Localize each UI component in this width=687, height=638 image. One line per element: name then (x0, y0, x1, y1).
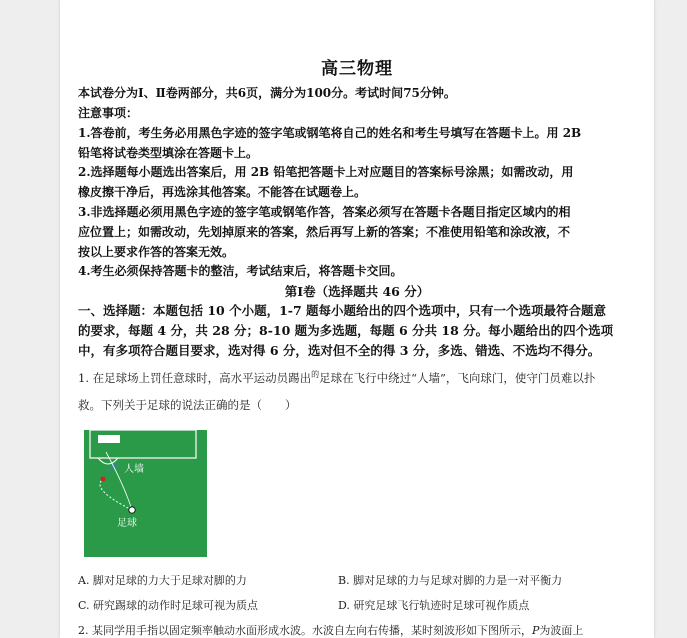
question-1-text: 1. 在足球场上罚任意球时，高水平运动员踢出 (78, 371, 312, 385)
field-background (84, 430, 207, 557)
question-1-line: 救。下列关于足球的说法正确的是（ ） (78, 398, 297, 412)
notice-line: 1.答卷前，考生务必用黑色字迹的签字笔或钢笔将自己的姓名和考生号填写在答题卡上。用 2B (78, 126, 582, 140)
option-b: B. 脚对足球的力与足球对脚的力是一对平衡力 (338, 574, 563, 587)
section-heading: 第Ⅰ卷（选择题共 46 分） (284, 284, 430, 299)
human-wall-label: 人墙 (124, 464, 144, 475)
intro-line (78, 84, 456, 101)
question-2-text: 为波面上 (539, 624, 584, 637)
option-a: A. 脚对足球的力大于足球对脚的力 (78, 574, 247, 587)
intro-part: 本试卷分为Ⅰ、Ⅱ卷两部分，共 (78, 86, 238, 100)
notice-line: 2.选择题每小题选出答案后，用 2B 铅笔把答题卡上对应题目的答案标号涂黑；如需改动，用 (78, 165, 574, 179)
exam-title: 高三物理 (321, 59, 393, 79)
question-1-sup: 的 (311, 370, 320, 379)
intro-time: 75 (403, 86, 420, 100)
intro-score: 100 (306, 86, 332, 100)
intro-pages: 6 (237, 86, 247, 100)
option-c: C. 研究踢球的动作时足球可视为质点 (78, 599, 259, 612)
soccer-field-diagram (84, 430, 207, 557)
option-d: D. 研究足球飞行轨迹时足球可视作质点 (338, 599, 530, 612)
soccer-ball-icon (129, 507, 135, 513)
notice-line: 应位置上；如需改动，先划掉原来的答案，然后再写上新的答案；不准使用铅笔和涂改液，不 (78, 225, 571, 239)
question-1-line (78, 370, 595, 386)
question-2-var: P (532, 624, 540, 637)
question-2-line (78, 622, 583, 638)
goalkeeper-mark (101, 477, 106, 482)
intro-part: 页，满分为 (246, 86, 307, 100)
notice-line: 按以上要求作答的答案无效。 (78, 245, 235, 259)
notice-heading: 注意事项： (78, 106, 139, 120)
ball-label: 足球 (117, 518, 137, 529)
goal-net (98, 435, 120, 443)
choice-instructions-line: 一、选择题：本题包括 10 个小题，1-7 题每小题给出的四个选项中，只有一个选项最符合题意 (78, 303, 607, 318)
notice-line: 橡皮擦干净后，再选涂其他答案。不能答在试题卷上。 (78, 185, 367, 199)
document-page (60, 0, 654, 638)
soccer-field-figure (84, 430, 207, 557)
question-1-text: 足球在飞行中绕过“人墙”，飞向球门，使守门员难以扑 (319, 371, 596, 385)
choice-instructions-line: 中，有多项符合题目要求，选对得 6 分，选对但不全的得 3 分，多选、错选、不选均不得分。 (78, 343, 601, 358)
intro-part: 分。考试时间 (331, 86, 404, 100)
notice-line: 4.考生必须保持答题卡的整洁，考试结束后，将答题卡交回。 (78, 264, 403, 278)
choice-instructions-line: 的要求，每题 4 分，共 28 分；8-10 题为多选题，每题 6 分共 18 分。每小题给出的四个选项 (78, 323, 614, 338)
question-2-text: 2. 某同学用手指以固定频率触动水面形成水波。水波自左向右传播，某时刻波形如下图所示， (78, 624, 532, 637)
notice-line: 铅笔将试卷类型填涂在答题卡上。 (78, 146, 259, 160)
intro-part: 分钟。 (419, 86, 456, 100)
notice-line: 3.非选择题必须用黑色字迹的签字笔或钢笔作答，答案必须写在答题卡各题目指定区域内的相 (78, 205, 571, 219)
